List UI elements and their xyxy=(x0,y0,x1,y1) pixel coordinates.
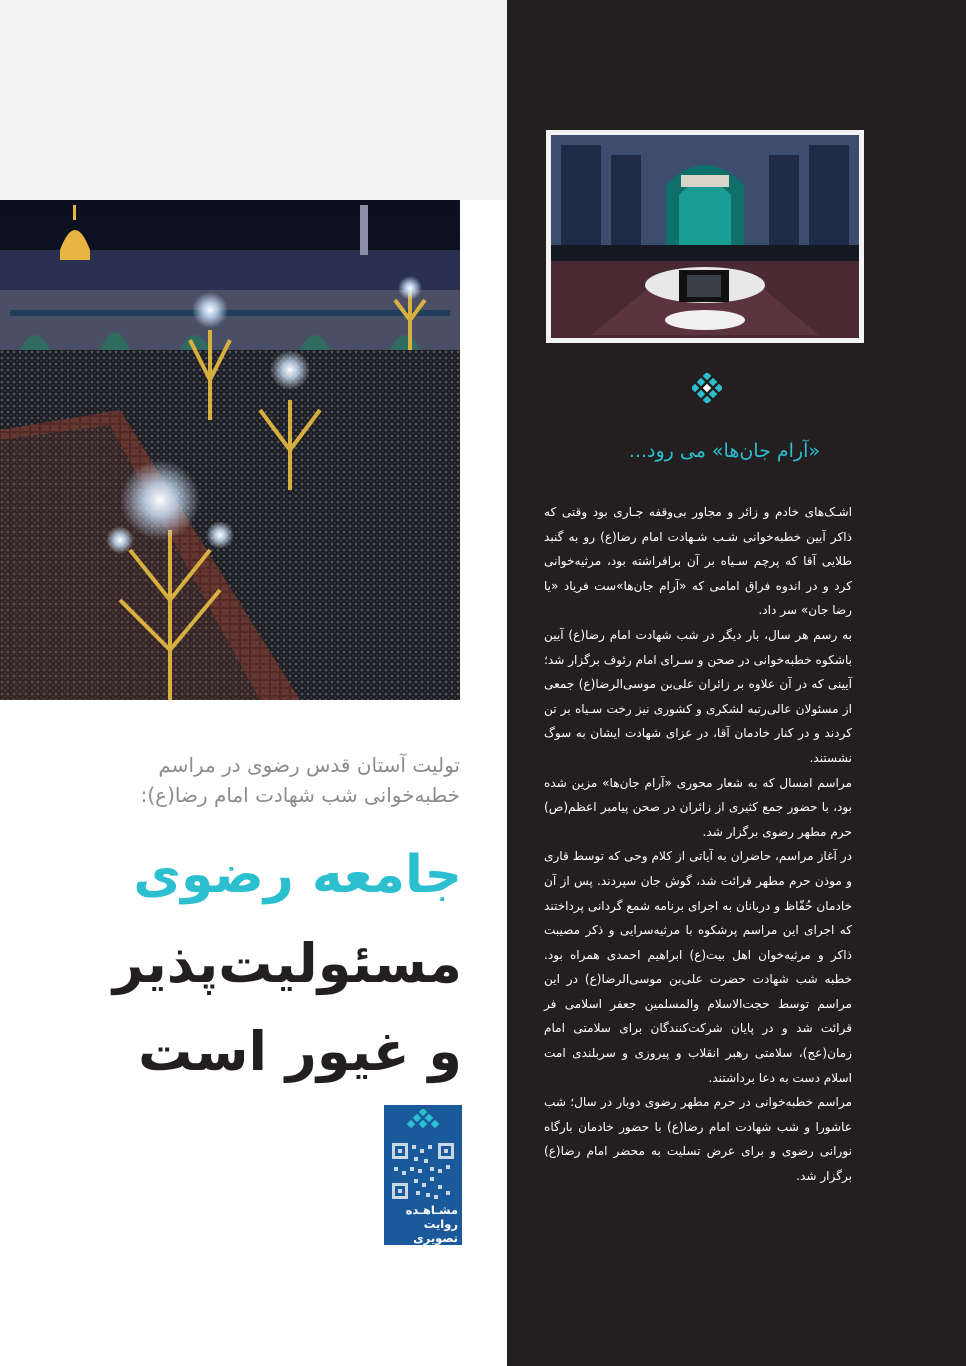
paragraph: به رسم هر سال، بار دیگر در شب شهادت امام رضا(ع) آیین باشکوه خطبه‌خوانی در صحن و سـرای امام رئوف برگزار شد؛ آیینی که در آن علاوه بر زائران علی‌بن موسی‌الرضا(ع) جمعی از مسئولان عالی‌رتبه لشکری و کشوری نیز رخت سـیاه بر تن کردند و در کنار خادمان آقا، در عزای شهادت ایشان به سوگ نشستند. xyxy=(544,627,852,765)
ceremony-photo xyxy=(546,130,864,343)
section-title: «آرام جان‌ها» می رود... xyxy=(628,440,820,462)
qr-caption xyxy=(384,1203,458,1259)
paragraph: مراسم امسال که به شعار محوری «آرام جان‌ها» مزین شده بود، با حضور جمع کثیری از زائران در صحن پیامبر اعظم(ص) حرم مطهر رضوی برگزار شد. xyxy=(544,775,852,839)
subtitle-line: خطبه‌خوانی شب شهادت امام رضا(ع): xyxy=(140,783,460,807)
headline-line: مسئولیت‌پذیر xyxy=(112,932,462,995)
paragraph: در آغاز مراسم، حاضران به آیاتی از کلام وحی که توسط قاری و موذن حرم مطهر قرائت شد، گوش جان سپردند. پس از آن خادمان حُفّاظ و دربانان به اجرای برنامه شمع گردانی پرداختند که اجرای این مراسم پرشکوه با مرثیه‌سرایی و ذکر مصیبت ذاکر و مرثیه‌خوان اهل بیت(ع) ابراهیم احمدی همراه بود. خطبه شب شهادت حضرت علی‌بن موسی‌الرضا(ع) در این مراسم توسط حجت‌الاسلام والمسلمین جعفر اسلامی فر قرائت شد و در پایان شرکت‌کنندگان برای سلامتی امام زمان(عج)، سلامتی رهبر انقلاب و پیروزی و سربلندی امت اسلام دست به دعا برداشتند. xyxy=(544,849,852,1085)
article-body xyxy=(544,500,852,1189)
headline-line: و غیور است xyxy=(138,1020,462,1083)
ornament-icon xyxy=(405,1109,441,1137)
qr-caption-line: این مطـلـب xyxy=(392,1245,458,1259)
qr-code-icon[interactable] xyxy=(390,1141,456,1201)
paragraph: مراسم خطبه‌خوانی در حرم مطهر رضوی دوبار در سال؛ شب عاشورا و شب شهادت امام رضا(ع) با حضور خادمان بارگاه نورانی رضوی و برای عرض تسلیت به محضر امام رضا(ع) برگزار شد. xyxy=(544,1095,852,1184)
subtitle xyxy=(0,750,460,810)
qr-badge[interactable] xyxy=(384,1105,462,1259)
shrine-crowd-photo xyxy=(0,200,460,700)
subtitle-line: تولیت آستان قدس رضوی در مراسم xyxy=(158,753,460,777)
qr-caption-line: مشـاهـده xyxy=(405,1203,458,1217)
diamond-ornament-icon xyxy=(692,373,722,403)
paragraph: اشـک‌های خادم و زائر و مجاور بی‌وقفه جـاری بود وقتی که ذاکر آیین خطبه‌خوانی شـب شـهادت امام رضا(ع) رو به گنبد طلایی آقا که پرچم سـیاه بر آن برافراشته بود، مرثیه‌خوانی کرد و در اندوه فراق امامی که «آرام جان‌ها»ست فریاد «یا رضا جان» سر داد. xyxy=(544,505,852,618)
qr-caption-line: روایت تصویری xyxy=(413,1217,458,1245)
headline-accent: جامعه رضوی xyxy=(133,845,462,905)
top-gray-band xyxy=(0,0,507,200)
